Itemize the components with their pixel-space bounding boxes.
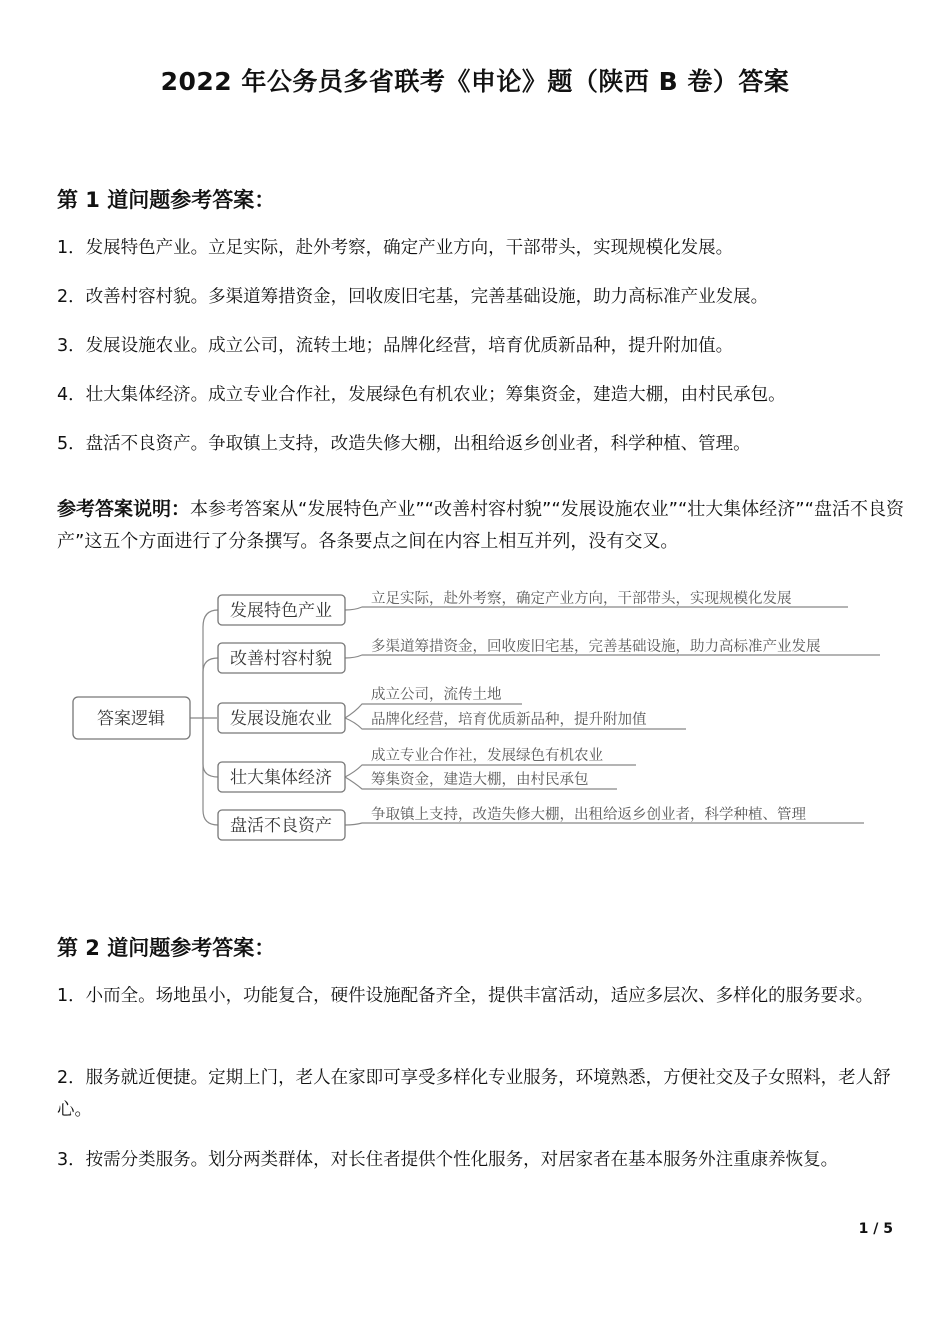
branch-label: 发展设施农业 [230, 709, 332, 729]
section1-heading: 第 1 道问题参考答案： [57, 188, 276, 212]
leaf-connector [345, 823, 864, 825]
leaf-connector [345, 607, 848, 610]
section2-item-3: 3．按需分类服务。划分两类群体，对长住者提供个性化服务，对居家者在基本服务外注重康养恢复。 [57, 1150, 839, 1170]
section1-item-2: 2．改善村容村貌。多渠道筹措资金，回收废旧宅基，完善基础设施，助力高标准产业发展。 [57, 287, 769, 307]
answer-note-label: 参考答案说明： [57, 498, 191, 520]
section1-item-4: 4．壮大集体经济。成立专业合作社，发展绿色有机农业；筹集资金，建造大棚，由村民承包。 [57, 385, 786, 405]
mindmap-root-label: 答案逻辑 [97, 709, 165, 729]
leaf-connector [345, 655, 880, 658]
mindmap-connector [203, 718, 218, 777]
section1-item-1: 1．发展特色产业。立足实际，赴外考察，确定产业方向，干部带头，实现规模化发展。 [57, 238, 734, 258]
leaf-text: 立足实际，赴外考察，确定产业方向，干部带头，实现规模化发展 [371, 591, 792, 607]
mindmap-connector [203, 658, 218, 718]
answer-note-text: 本参考答案从“发展特色产业”“改善村容村貌”“发展设施农业”“壮大集体经济”“盘活不良资产”这五个方面进行了分条撰写。各条要点之间在内容上相互并列，没有交叉。 [57, 499, 904, 552]
leaf-text: 成立专业合作社，发展绿色有机农业 [371, 748, 603, 764]
leaf-text: 多渠道筹措资金，回收废旧宅基，完善基础设施，助力高标准产业发展 [371, 639, 821, 655]
branch-label: 壮大集体经济 [230, 768, 332, 788]
section1-item-3: 3．发展设施农业。成立公司，流转土地；品牌化经营，培育优质新品种，提升附加值。 [57, 336, 734, 356]
leaf-text: 筹集资金，建造大棚，由村民承包 [371, 772, 589, 788]
leaf-text: 品牌化经营，培育优质新品种，提升附加值 [371, 712, 647, 728]
page-number: 1 / 5 [858, 1221, 893, 1237]
section2-heading: 第 2 道问题参考答案： [57, 936, 276, 960]
page-title: 2022 年公务员多省联考《申论》题（陕西 B 卷）答案 [160, 67, 790, 96]
branch-label: 改善村容村貌 [230, 649, 332, 669]
section1-item-5: 5．盘活不良资产。争取镇上支持，改造失修大棚，出租给返乡创业者，科学种植、管理。 [57, 434, 751, 454]
leaf-text: 争取镇上支持，改造失修大棚，出租给返乡创业者，科学种植、管理 [371, 807, 806, 823]
branch-label: 发展特色产业 [230, 601, 332, 621]
section2-item-2: 2．服务就近便捷。定期上门，老人在家即可享受多样化专业服务，环境熟悉，方便社交及子女照料，老人舒心。 [57, 1068, 891, 1120]
branch-label: 盘活不良资产 [230, 816, 332, 836]
section2-item-1: 1．小而全。场地虽小，功能复合，硬件设施配备齐全，提供丰富活动，适应多层次、多样化的服务要求。 [57, 986, 874, 1006]
leaf-text: 成立公司，流传土地 [371, 687, 502, 703]
